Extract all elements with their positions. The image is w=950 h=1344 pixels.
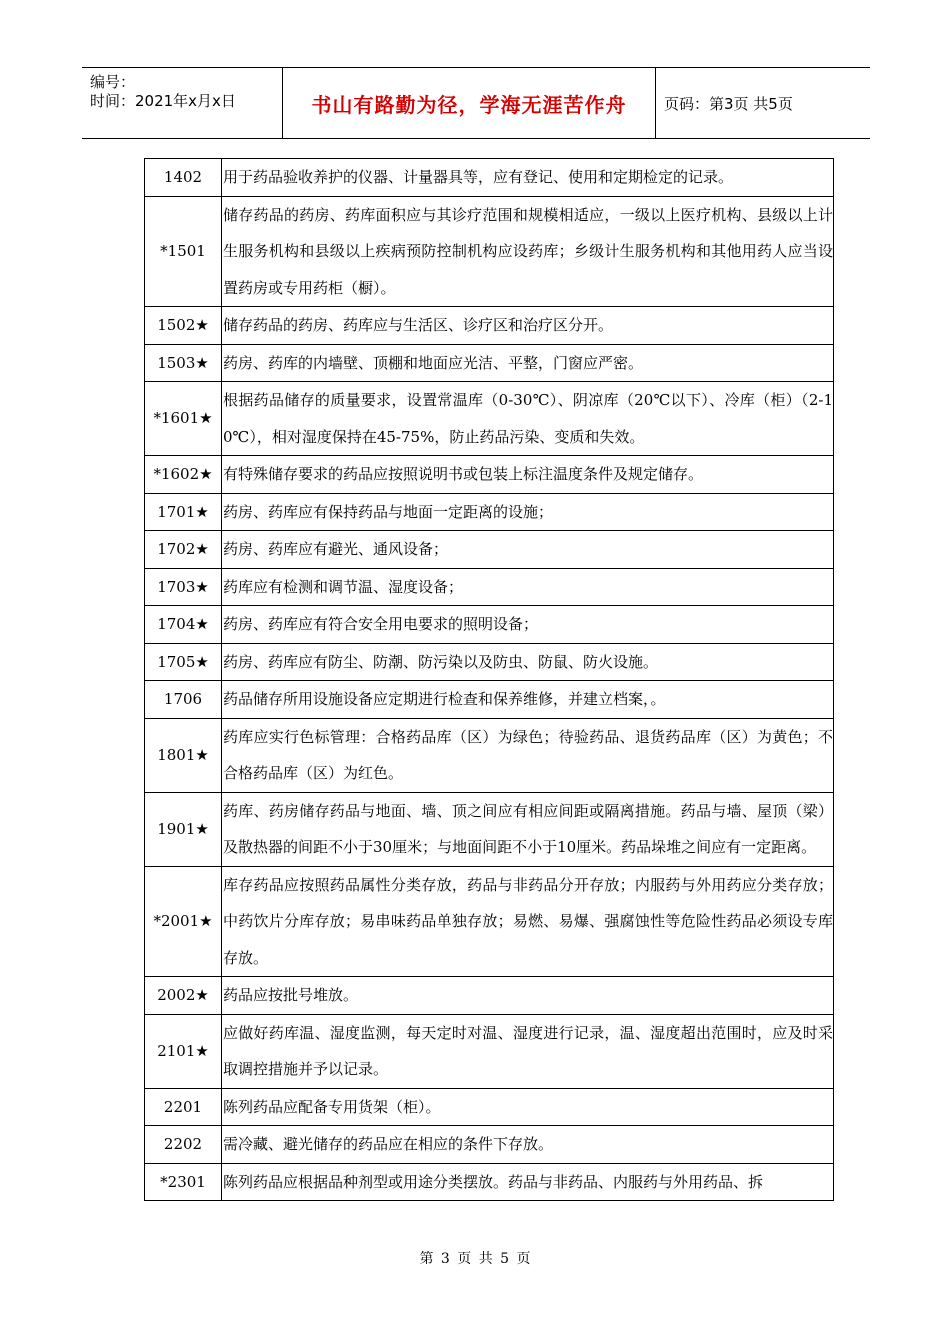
item-text: 药品储存所用设施设备应定期进行检查和保养维修，并建立档案，。 — [222, 681, 834, 719]
item-text: 储存药品的药房、药库面积应与其诊疗范围和规模相适应，一级以上医疗机构、县级以上计生服务机构和县级以上疾病预防控制机构应设药库；乡级计生服务机构和其他用药人应当设置药房或专用药柜（橱）。 — [222, 196, 834, 307]
item-code: *2001★ — [145, 866, 222, 977]
table-row — [145, 977, 834, 1015]
item-text: 应做好药库温、湿度监测，每天定时对温、湿度进行记录，温、湿度超出范围时，应及时采取调控措施并予以记录。 — [222, 1014, 834, 1088]
item-code: 2002★ — [145, 977, 222, 1015]
item-code: *1601★ — [145, 382, 222, 456]
item-code: 1706 — [145, 681, 222, 719]
table-row — [145, 718, 834, 792]
item-code: 1703★ — [145, 568, 222, 606]
item-code: 1901★ — [145, 792, 222, 866]
item-code: 1502★ — [145, 307, 222, 345]
table-row — [145, 493, 834, 531]
item-text: 储存药品的药房、药库应与生活区、诊疗区和治疗区分开。 — [222, 307, 834, 345]
document-number-label: 编号： — [90, 73, 136, 91]
item-code: *1602★ — [145, 456, 222, 494]
item-code: *1501 — [145, 196, 222, 307]
document-time-label: 时间：2021年x月x日 — [90, 92, 236, 110]
item-code: 1801★ — [145, 718, 222, 792]
table-row — [145, 866, 834, 977]
table-row — [145, 1014, 834, 1088]
item-text: 药房、药库应有避光、通风设备； — [222, 531, 834, 569]
table-row — [145, 606, 834, 644]
header-page-label: 页码：第3页 共5页 — [664, 94, 793, 113]
item-text: 药房、药库应有符合安全用电要求的照明设备； — [222, 606, 834, 644]
item-text: 根据药品储存的质量要求，设置常温库（0-30℃）、阴凉库（20℃以下）、冷库（柜）（2-10℃），相对湿度保持在45-75%，防止药品污染、变质和失效。 — [222, 382, 834, 456]
page-header — [82, 67, 870, 139]
header-motto: 书山有路勤为径，学海无涯苦作舟 — [311, 92, 627, 117]
item-code: 1701★ — [145, 493, 222, 531]
header-meta — [82, 68, 283, 138]
item-code: 2202 — [145, 1126, 222, 1164]
item-text: 药房、药库的内墙壁、顶棚和地面应光洁、平整，门窗应严密。 — [222, 344, 834, 382]
item-text: 库存药品应按照药品属性分类存放，药品与非药品分开存放；内服药与外用药应分类存放；中药饮片分库存放；易串味药品单独存放；易燃、易爆、强腐蚀性等危险性药品必须设专库存放。 — [222, 866, 834, 977]
table-row — [145, 382, 834, 456]
item-code: *2301 — [145, 1163, 222, 1201]
table-row — [145, 1126, 834, 1164]
item-code: 1705★ — [145, 643, 222, 681]
item-code: 2101★ — [145, 1014, 222, 1088]
table-row — [145, 1088, 834, 1126]
item-code: 1402 — [145, 159, 222, 197]
item-text: 药房、药库应有保持药品与地面一定距离的设施； — [222, 493, 834, 531]
table-row — [145, 568, 834, 606]
table-row — [145, 344, 834, 382]
item-text: 用于药品验收养护的仪器、计量器具等，应有登记、使用和定期检定的记录。 — [222, 159, 834, 197]
item-text: 药库应有检测和调节温、湿度设备； — [222, 568, 834, 606]
table-row — [145, 531, 834, 569]
item-text: 需冷藏、避光储存的药品应在相应的条件下存放。 — [222, 1126, 834, 1164]
table-row — [145, 681, 834, 719]
item-text: 药库、药房储存药品与地面、墙、顶之间应有相应间距或隔离措施。药品与墙、屋顶（梁）及散热器的间距不小于30厘米；与地面间距不小于10厘米。药品垛堆之间应有一定距离。 — [222, 792, 834, 866]
table-row — [145, 159, 834, 197]
item-code: 2201 — [145, 1088, 222, 1126]
table-row — [145, 792, 834, 866]
page-footer: 第 3 页 共 5 页 — [419, 1251, 531, 1267]
item-text: 有特殊储存要求的药品应按照说明书或包装上标注温度条件及规定储存。 — [222, 456, 834, 494]
table-row — [145, 196, 834, 307]
table-row — [145, 456, 834, 494]
requirements-table — [144, 158, 834, 1201]
table-row — [145, 307, 834, 345]
table-row — [145, 1163, 834, 1201]
header-page-cell — [656, 68, 870, 138]
header-motto-cell — [283, 68, 656, 138]
item-code: 1503★ — [145, 344, 222, 382]
item-text-cell — [222, 1163, 834, 1201]
item-text: 药库应实行色标管理：合格药品库（区）为绿色；待验药品、退货药品库（区）为黄色；不合格药品库（区）为红色。 — [222, 718, 834, 792]
item-code: 1702★ — [145, 531, 222, 569]
item-text: 药品应按批号堆放。 — [222, 977, 834, 1015]
item-code: 1704★ — [145, 606, 222, 644]
item-text: 陈列药品应根据品种剂型或用途分类摆放。药品与非药品、内服药与外用药品、拆 — [223, 1172, 764, 1191]
item-text: 陈列药品应配备专用货架（柜）。 — [222, 1088, 834, 1126]
item-text: 药房、药库应有防尘、防潮、防污染以及防虫、防鼠、防火设施。 — [222, 643, 834, 681]
table-row — [145, 643, 834, 681]
